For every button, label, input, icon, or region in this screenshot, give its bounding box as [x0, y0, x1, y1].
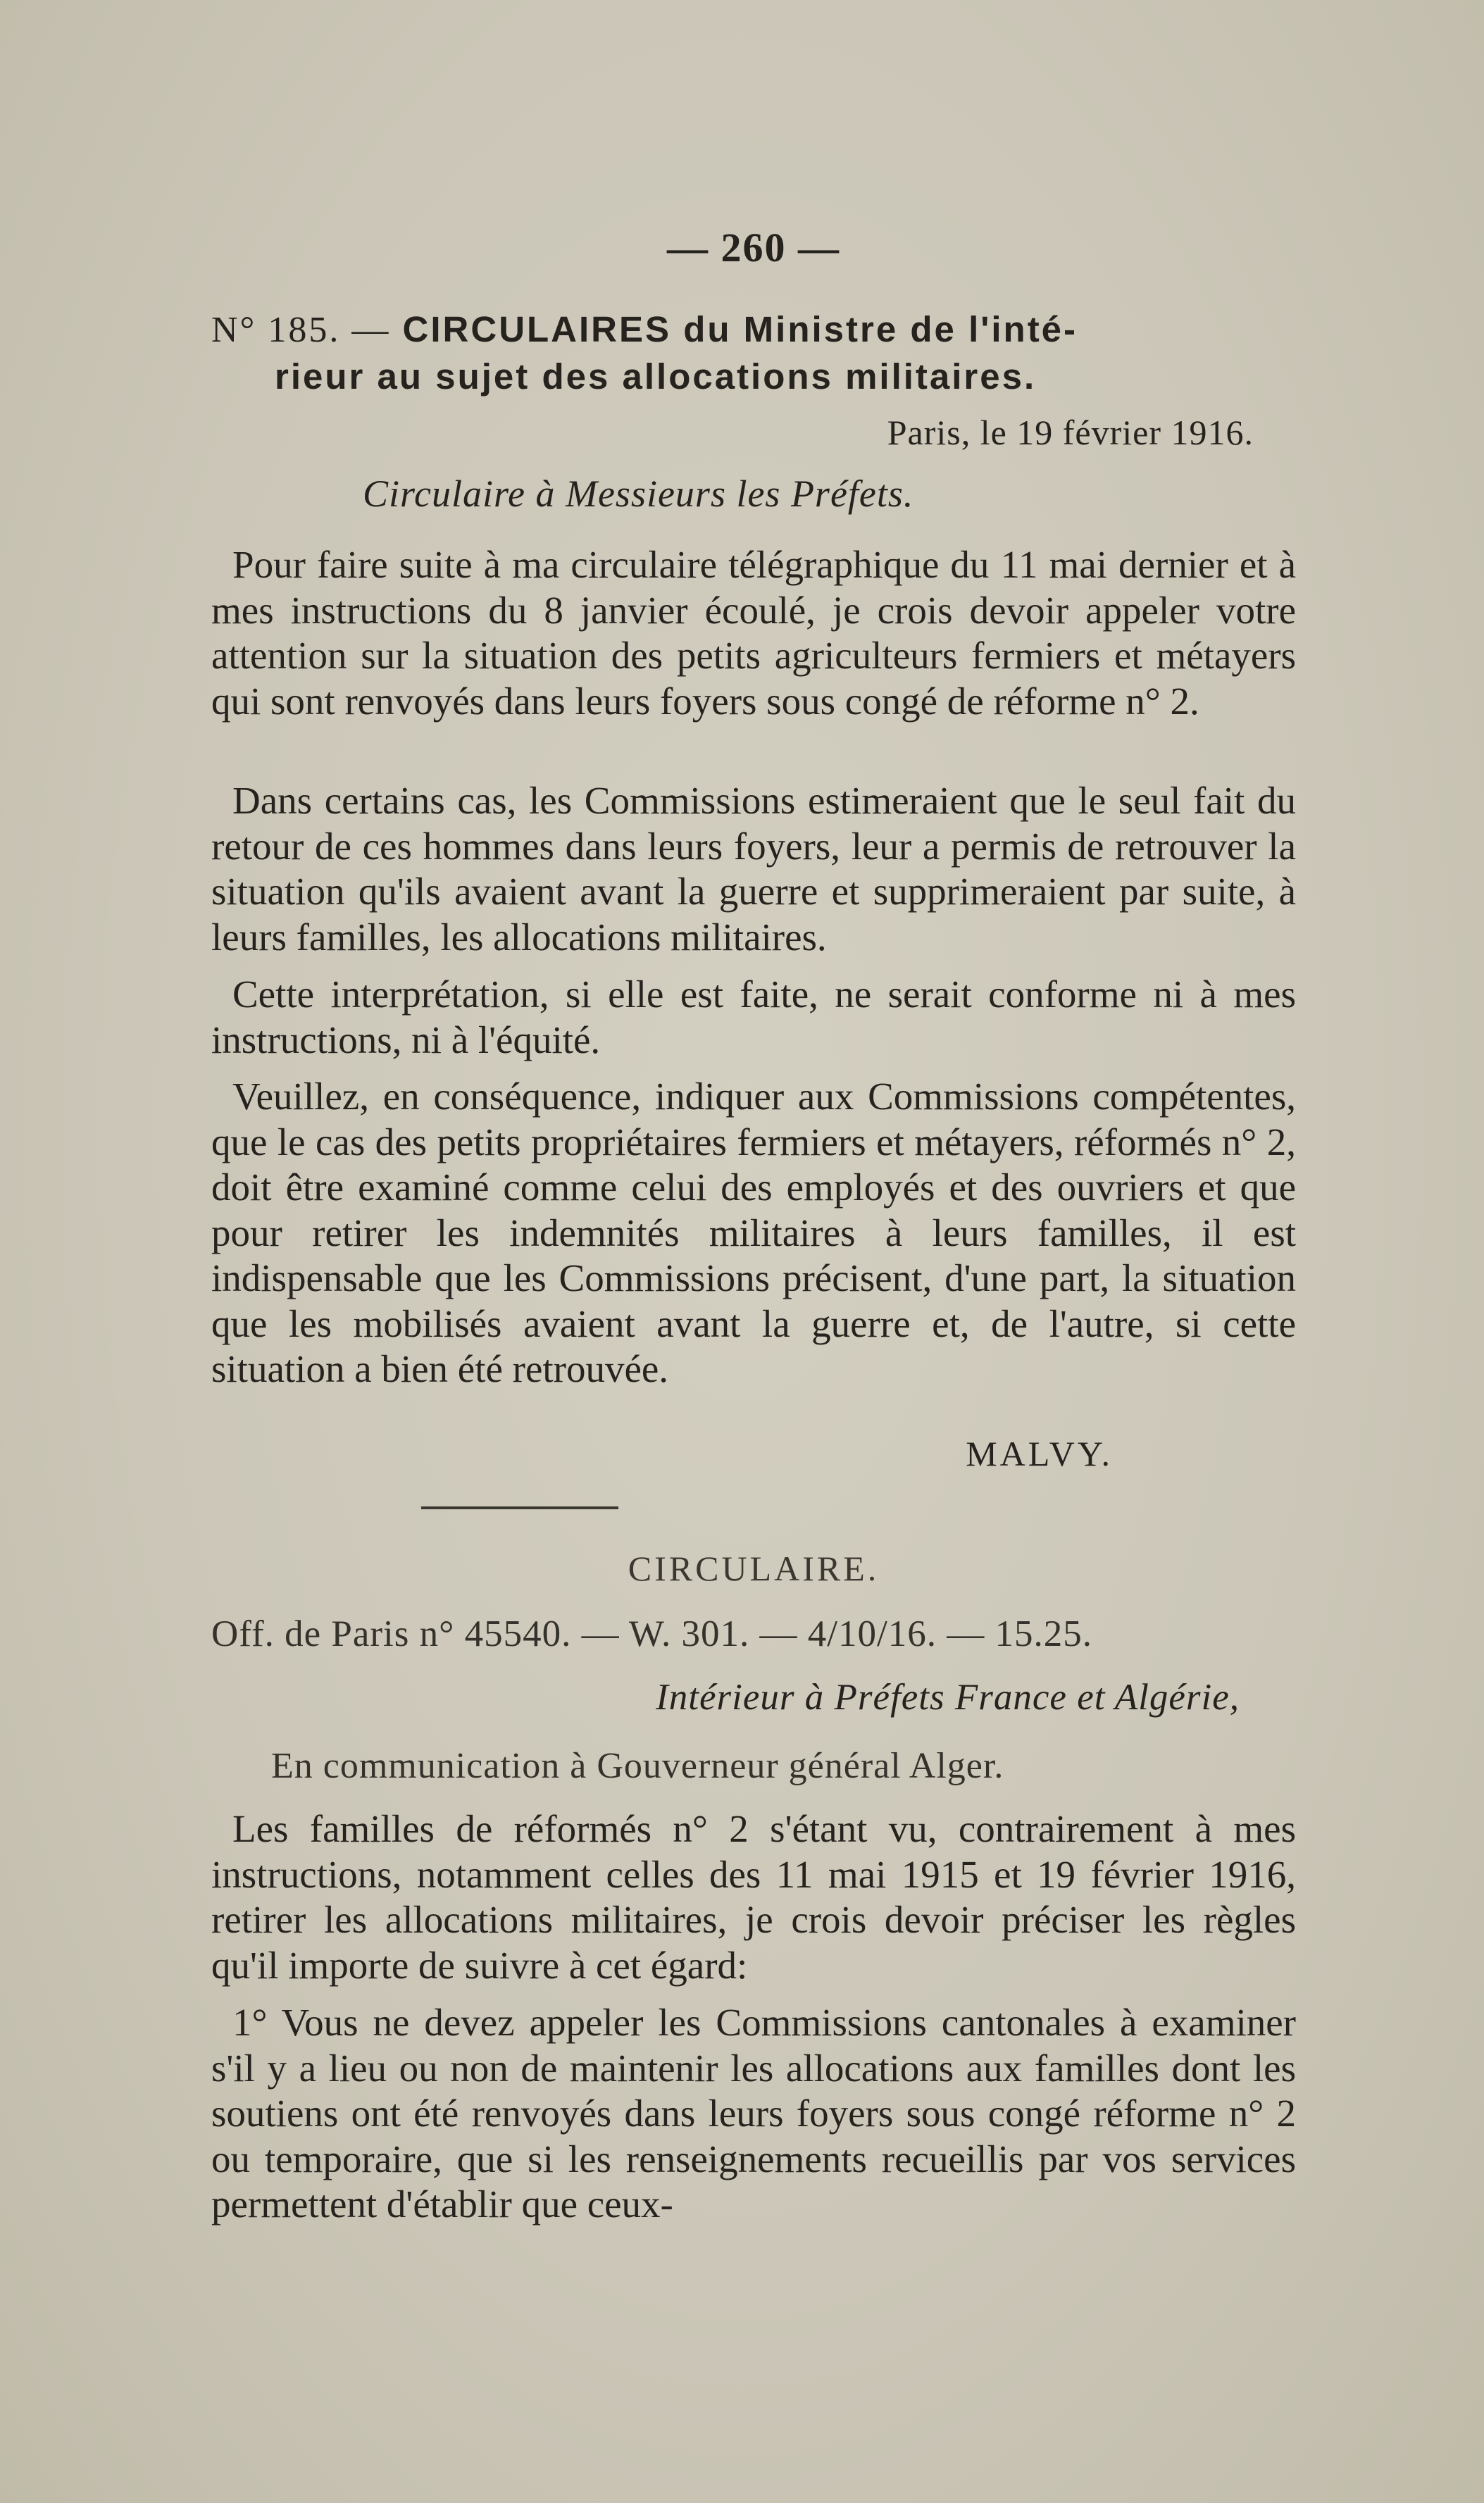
- second-circular-paragraph-2: 1° Vous ne devez appeler les Commissions cantonales à examiner s'il y a lieu ou non de maintenir les allocations aux familles dont les soutiens ont été renvoyés dans leurs foyers sous congé réforme n° 2 ou temporaire, que si les renseignements recueillis par vos services permettent d'établir que ceux-: [211, 2001, 1296, 2226]
- paragraph-4: Veuillez, en conséquence, indiquer aux Commissions compétentes, que le cas des petits propriétaires fermiers et métayers, réformés n° 2, doit être examiné comme celui des employés et des ouvriers et que pour retirer les indemnités militaires à leurs familles, il est indispensable que les Commissions précisent, d'une part, la situation que les mobilisés avaient avant la guerre et, de l'autre, si cette situation a bien été retrouvée.: [211, 1075, 1296, 1390]
- dateline: Paris, le 19 février 1916.: [887, 413, 1254, 452]
- second-circular-paragraph-1: Les familles de réformés n° 2 s'étant vu, contrairement à mes instructions, notamment celles des 11 mai 1915 et 19 février 1916, retirer les allocations militaires, je crois devoir préciser les règles qu'il importe de suivre à cet égard:: [211, 1807, 1296, 1987]
- heading-line-2: rieur au sujet des allocations militaires.: [275, 356, 1037, 397]
- telegram-route: Intérieur à Préfets France et Algérie,: [656, 1677, 1240, 1718]
- telegram-reference: Off. de Paris n° 45540. — W. 301. — 4/10/16. — 15.25.: [211, 1613, 1092, 1654]
- paragraph-3: Cette interprétation, si elle est faite, ne serait conforme ni à mes instructions, ni à l'équité.: [211, 973, 1296, 1061]
- heading-title-part-1: CIRCULAIRES du Ministre de l'inté-: [402, 309, 1078, 349]
- page-number: — 260 —: [667, 225, 840, 270]
- heading-number: N° 185. —: [211, 310, 391, 350]
- addressee: Circulaire à Messieurs les Préfets.: [363, 473, 914, 515]
- paragraph-2: Dans certains cas, les Commissions estimeraient que le seul fait du retour de ces hommes dans leurs foyers, leur a permis de retrouver la situation qu'ils avaient avant la guerre et supprimeraient par suite, à leurs familles, les allocations militaires.: [211, 779, 1296, 959]
- document-heading: [211, 306, 1296, 400]
- second-circular-title: CIRCULAIRE.: [628, 1549, 880, 1588]
- communication-note: En communication à Gouverneur général Alger.: [271, 1746, 1004, 1786]
- signature: MALVY.: [966, 1434, 1113, 1473]
- heading-line-1: [211, 306, 1296, 354]
- section-divider: [421, 1506, 618, 1509]
- paragraph-1: Pour faire suite à ma circulaire télégraphique du 11 mai dernier et à mes instructions du 8 janvier écoulé, je crois devoir appeler votre attention sur la situation des petits agriculteurs fermiers et métayers qui sont renvoyés dans leurs foyers sous congé de réforme n° 2.: [211, 543, 1296, 723]
